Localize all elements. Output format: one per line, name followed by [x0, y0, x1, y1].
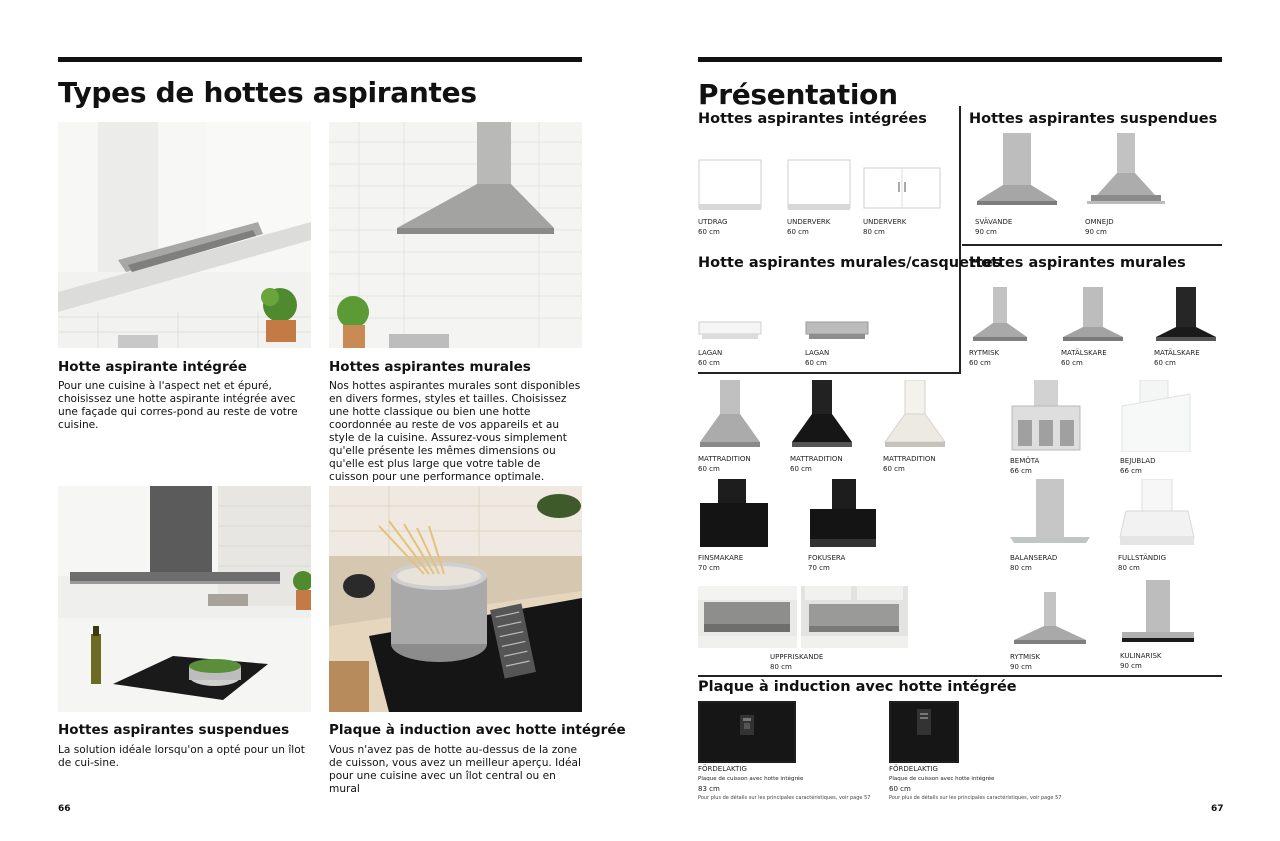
text-integrated: Pour une cuisine à l'aspect net et épuré, choisissez une hotte aspirante intégrée avec une façade qui corres-pond au reste de votre cuisine.: [58, 380, 298, 431]
heading-suspended: Hottes aspirantes suspendues: [58, 722, 290, 738]
product-bejublad: BEJUBLAD 66 cm: [1120, 457, 1156, 475]
page-title-left: Types de hottes aspirantes: [58, 76, 477, 109]
mattradition-1-image: [698, 380, 762, 450]
product-svavande: SVÄVANDE 90 cm: [975, 218, 1013, 236]
product-matalskare-1: MATÄLSKARE 60 cm: [1061, 349, 1107, 367]
kulinarisk-image: [1120, 580, 1196, 646]
product-rytmisk-90: RYTMISK 90 cm: [1010, 653, 1041, 671]
group-heading-wall-cap: Hotte aspirantes murales/casquettes: [698, 255, 1002, 271]
utdrag-image: [698, 158, 762, 212]
uppfriskande-image-2: [801, 586, 908, 648]
lagan-1-image: [698, 320, 762, 342]
product-kulinarisk: KULINARISK 90 cm: [1120, 652, 1162, 670]
product-lagan-2: LAGAN 60 cm: [805, 349, 830, 367]
heading-integrated: Hotte aspirante intégrée: [58, 359, 247, 375]
photo-suspended-hood: [58, 486, 311, 712]
fullstandig-image: [1118, 479, 1196, 549]
page-title-right: Présentation: [698, 78, 898, 111]
text-wall: Nos hottes aspirantes murales sont disponibles en divers formes, styles et tailles. Choisissez une hotte classique ou bien une hotte coordonnée au reste de vos appareils et au style de la cuisine. Assurez-vous simplement qu'elle présente les mêmes dimensions ou qu'elle est plus large que votre table de cuisson pour une performance optimale.: [329, 380, 581, 483]
product-rytmisk-60: RYTMISK 60 cm: [969, 349, 1000, 367]
fordelaktig-60-image: [889, 701, 959, 763]
fokusera-image: [808, 479, 878, 549]
photo-induction-hood: [329, 486, 582, 712]
matalskare-2-image: [1154, 287, 1218, 345]
top-rule-left: [58, 57, 582, 62]
product-mattradition-1: MATTRADITION 60 cm: [698, 455, 751, 473]
page-number-right: 67: [1211, 804, 1224, 814]
lagan-2-image: [805, 320, 869, 342]
product-underverk-80: UNDERVERK 80 cm: [863, 218, 907, 236]
finsmakare-image: [698, 479, 768, 549]
heading-induction: Plaque à induction avec hotte intégrée: [329, 722, 626, 738]
product-utdrag: UTDRAG 60 cm: [698, 218, 728, 236]
divider-horizontal-3: [698, 675, 1222, 677]
group-heading-induction: Plaque à induction avec hotte intégrée: [698, 679, 1017, 695]
page-number-left: 66: [58, 804, 71, 814]
product-balanserad: BALANSERAD 80 cm: [1010, 554, 1058, 572]
product-fullstandig: FULLSTÄNDIG 80 cm: [1118, 554, 1167, 572]
photo-wall-hood: [329, 122, 582, 348]
photo-integrated-hood: [58, 122, 311, 348]
note-fordelaktig-60: Pour plus de détails sur les principales caractéristiques, voir page 57: [889, 795, 1062, 801]
top-rule-right: [698, 57, 1222, 62]
text-suspended: La solution idéale lorsqu'on a opté pour un îlot de cui-sine.: [58, 744, 305, 769]
matalskare-1-image: [1061, 287, 1125, 345]
product-fordelaktig-60: FÖRDELAKTIG Plaque de cuisson avec hotte intégrée 60 cm: [889, 765, 995, 793]
group-heading-suspended: Hottes aspirantes suspendues: [969, 111, 1218, 127]
product-lagan-1: LAGAN 60 cm: [698, 349, 723, 367]
product-mattradition-3: MATTRADITION 60 cm: [883, 455, 936, 473]
product-finsmakare: FINSMAKARE 70 cm: [698, 554, 744, 572]
note-fordelaktig-83: Pour plus de détails sur les principales caractéristiques, voir page 57: [698, 795, 871, 801]
balanserad-image: [1010, 479, 1090, 549]
divider-vertical: [959, 106, 961, 374]
divider-horizontal-2: [698, 372, 960, 374]
svavande-image: [975, 133, 1059, 211]
product-omnejd: OMNEJD 90 cm: [1085, 218, 1114, 236]
omnejd-image: [1085, 133, 1167, 211]
mattradition-3-image: [883, 380, 947, 450]
product-underverk-60: UNDERVERK 60 cm: [787, 218, 831, 236]
underverk-60-image: [787, 158, 851, 212]
heading-wall: Hottes aspirantes murales: [329, 359, 531, 375]
bejublad-image: [1120, 380, 1192, 452]
fordelaktig-83-image: [698, 701, 796, 763]
rytmisk-90-image: [1010, 592, 1090, 648]
product-uppfriskande: UPPFRISKANDE 80 cm: [770, 653, 824, 671]
product-mattradition-2: MATTRADITION 60 cm: [790, 455, 843, 473]
product-fokusera: FOKUSERA 70 cm: [808, 554, 846, 572]
group-heading-wall: Hottes aspirantes murales: [969, 255, 1186, 271]
text-induction: Vous n'avez pas de hotte au-dessus de la zone de cuisson, vous avez un meilleur aperçu. Idéal pour une cuisine avec un îlot central ou en mural: [329, 744, 581, 795]
bemota-image: [1010, 380, 1082, 452]
product-bemota: BEMÖTA 66 cm: [1010, 457, 1040, 475]
divider-horizontal-1: [962, 244, 1222, 246]
group-heading-integrated: Hottes aspirantes intégrées: [698, 111, 927, 127]
uppfriskande-image-1: [698, 586, 797, 648]
rytmisk-60-image: [969, 287, 1031, 345]
mattradition-2-image: [790, 380, 854, 450]
product-fordelaktig-83: FÖRDELAKTIG Plaque de cuisson avec hotte intégrée 83 cm: [698, 765, 804, 793]
underverk-80-image: [863, 166, 941, 212]
product-matalskare-2: MATÄLSKARE 60 cm: [1154, 349, 1200, 367]
